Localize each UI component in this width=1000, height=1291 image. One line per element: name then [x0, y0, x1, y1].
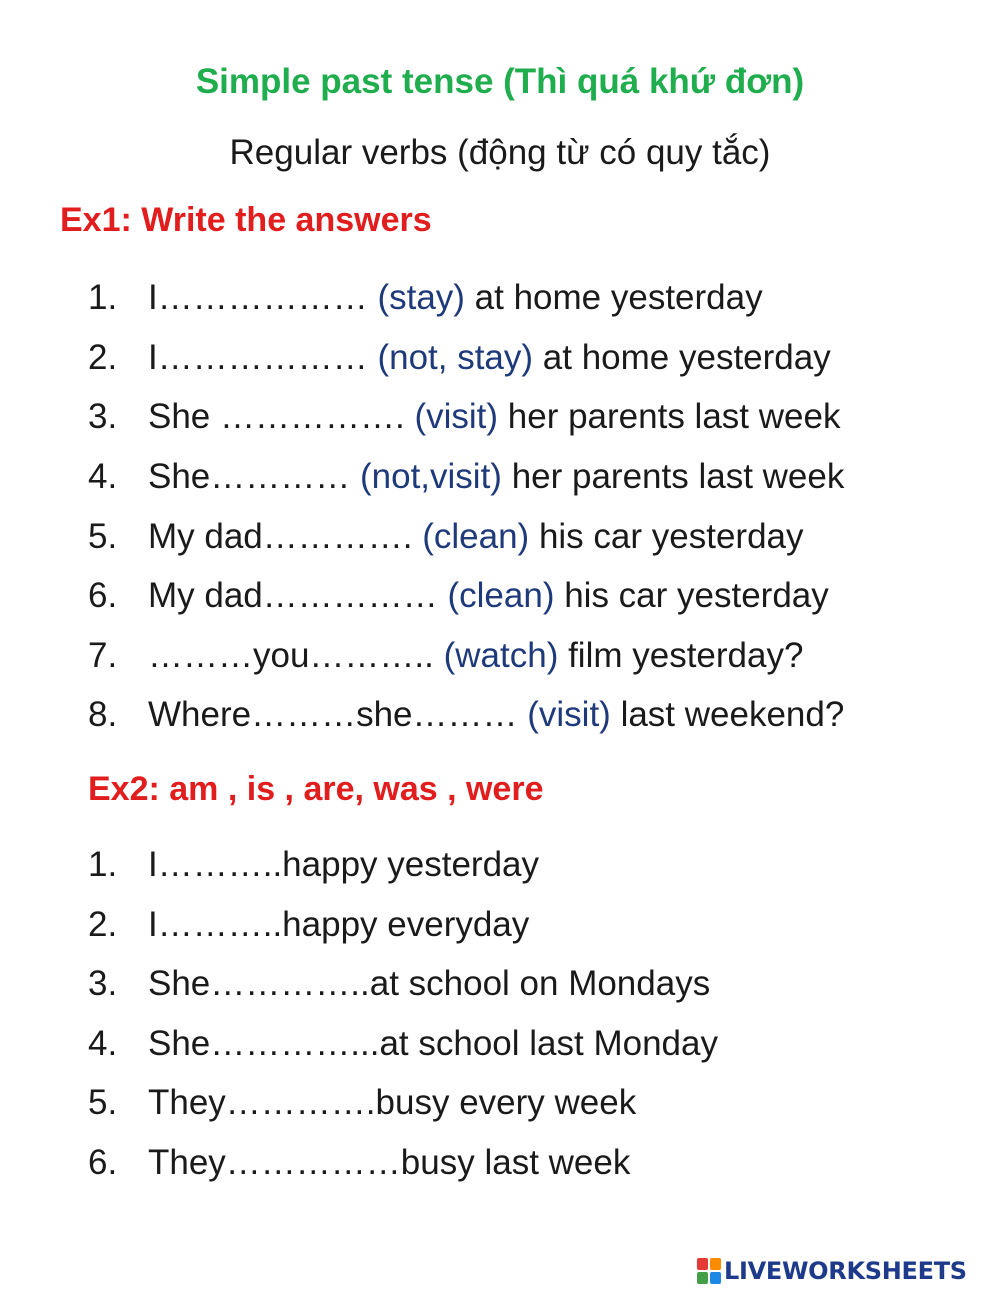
exercise-2-heading: Ex2: am , is , are, was , were: [88, 770, 544, 808]
logo-block-3: [697, 1272, 708, 1284]
question-text: I………..happy everyday: [148, 905, 530, 944]
question-blank-text: I………………: [148, 338, 378, 377]
verb-hint: (visit): [414, 397, 499, 436]
question-number: 8.: [88, 695, 118, 734]
question-rest-text: her parents last week: [498, 397, 841, 436]
ex1-question: [88, 452, 844, 502]
question-text: I………..happy yesterday: [148, 845, 539, 884]
logo-block-1: [697, 1258, 708, 1270]
question-rest-text: last weekend?: [610, 695, 845, 734]
verb-hint: (not, stay): [377, 338, 534, 377]
logo-block-2: [710, 1258, 721, 1270]
ex1-question: [88, 333, 831, 383]
question-number: 7.: [88, 636, 118, 675]
verb-hint: (stay): [377, 278, 465, 317]
question-text: She…………...at school last Monday: [148, 1024, 718, 1063]
question-blank-text: ………you………..: [148, 636, 444, 675]
ex1-question: [88, 512, 804, 562]
ex1-question: [88, 392, 840, 442]
exercise-1-heading: Ex1: Write the answers: [60, 201, 432, 239]
ex2-question: [88, 1138, 630, 1188]
liveworksheets-logo-icon: [697, 1258, 721, 1284]
question-blank-text: My dad………….: [148, 517, 423, 556]
question-rest-text: his car yesterday: [554, 576, 829, 615]
question-number: 1.: [88, 845, 118, 884]
ex1-question: [88, 631, 803, 681]
question-text: She…………..at school on Mondays: [148, 964, 711, 1003]
question-blank-text: Where………she………: [148, 695, 528, 734]
verb-hint: (not,visit): [360, 457, 502, 496]
question-number: 6.: [88, 1143, 118, 1182]
question-text: They……………busy last week: [148, 1143, 631, 1182]
verb-hint: (visit): [527, 695, 611, 734]
ex1-question: [88, 273, 763, 323]
question-number: 6.: [88, 576, 118, 615]
question-rest-text: film yesterday?: [558, 636, 804, 675]
watermark-text: LIVEWORKSHEETS: [724, 1257, 967, 1285]
page-subtitle: Regular verbs (động từ có quy tắc): [229, 133, 771, 172]
question-number: 3.: [88, 964, 118, 1003]
question-number: 3.: [88, 397, 118, 436]
page-title: Simple past tense (Thì quá khứ đơn): [195, 62, 805, 101]
verb-hint: (watch): [443, 636, 559, 675]
logo-block-4: [710, 1272, 721, 1284]
question-rest-text: at home yesterday: [533, 338, 831, 377]
ex2-question: [88, 959, 710, 1009]
ex1-question: [88, 571, 829, 621]
verb-hint: (clean): [447, 576, 555, 615]
question-number: 5.: [88, 517, 118, 556]
ex1-question: [88, 690, 844, 740]
question-text: They………….busy every week: [148, 1083, 637, 1122]
watermark-logo: [697, 1256, 967, 1286]
ex2-question: [88, 900, 529, 950]
question-blank-text: She …………….: [148, 397, 415, 436]
verb-hint: (clean): [422, 517, 530, 556]
question-number: 2.: [88, 338, 118, 377]
question-number: 2.: [88, 905, 118, 944]
question-blank-text: My dad……………: [148, 576, 448, 615]
question-rest-text: her parents last week: [501, 457, 845, 496]
question-rest-text: at home yesterday: [464, 278, 763, 317]
ex2-question: [88, 840, 539, 890]
question-number: 4.: [88, 1024, 118, 1063]
question-rest-text: his car yesterday: [529, 517, 804, 556]
question-number: 1.: [88, 278, 118, 317]
question-number: 4.: [88, 457, 118, 496]
ex2-question: [88, 1078, 636, 1128]
question-blank-text: I………………: [148, 278, 378, 317]
ex2-question: [88, 1019, 718, 1069]
question-blank-text: She…………: [148, 457, 360, 496]
question-number: 5.: [88, 1083, 118, 1122]
